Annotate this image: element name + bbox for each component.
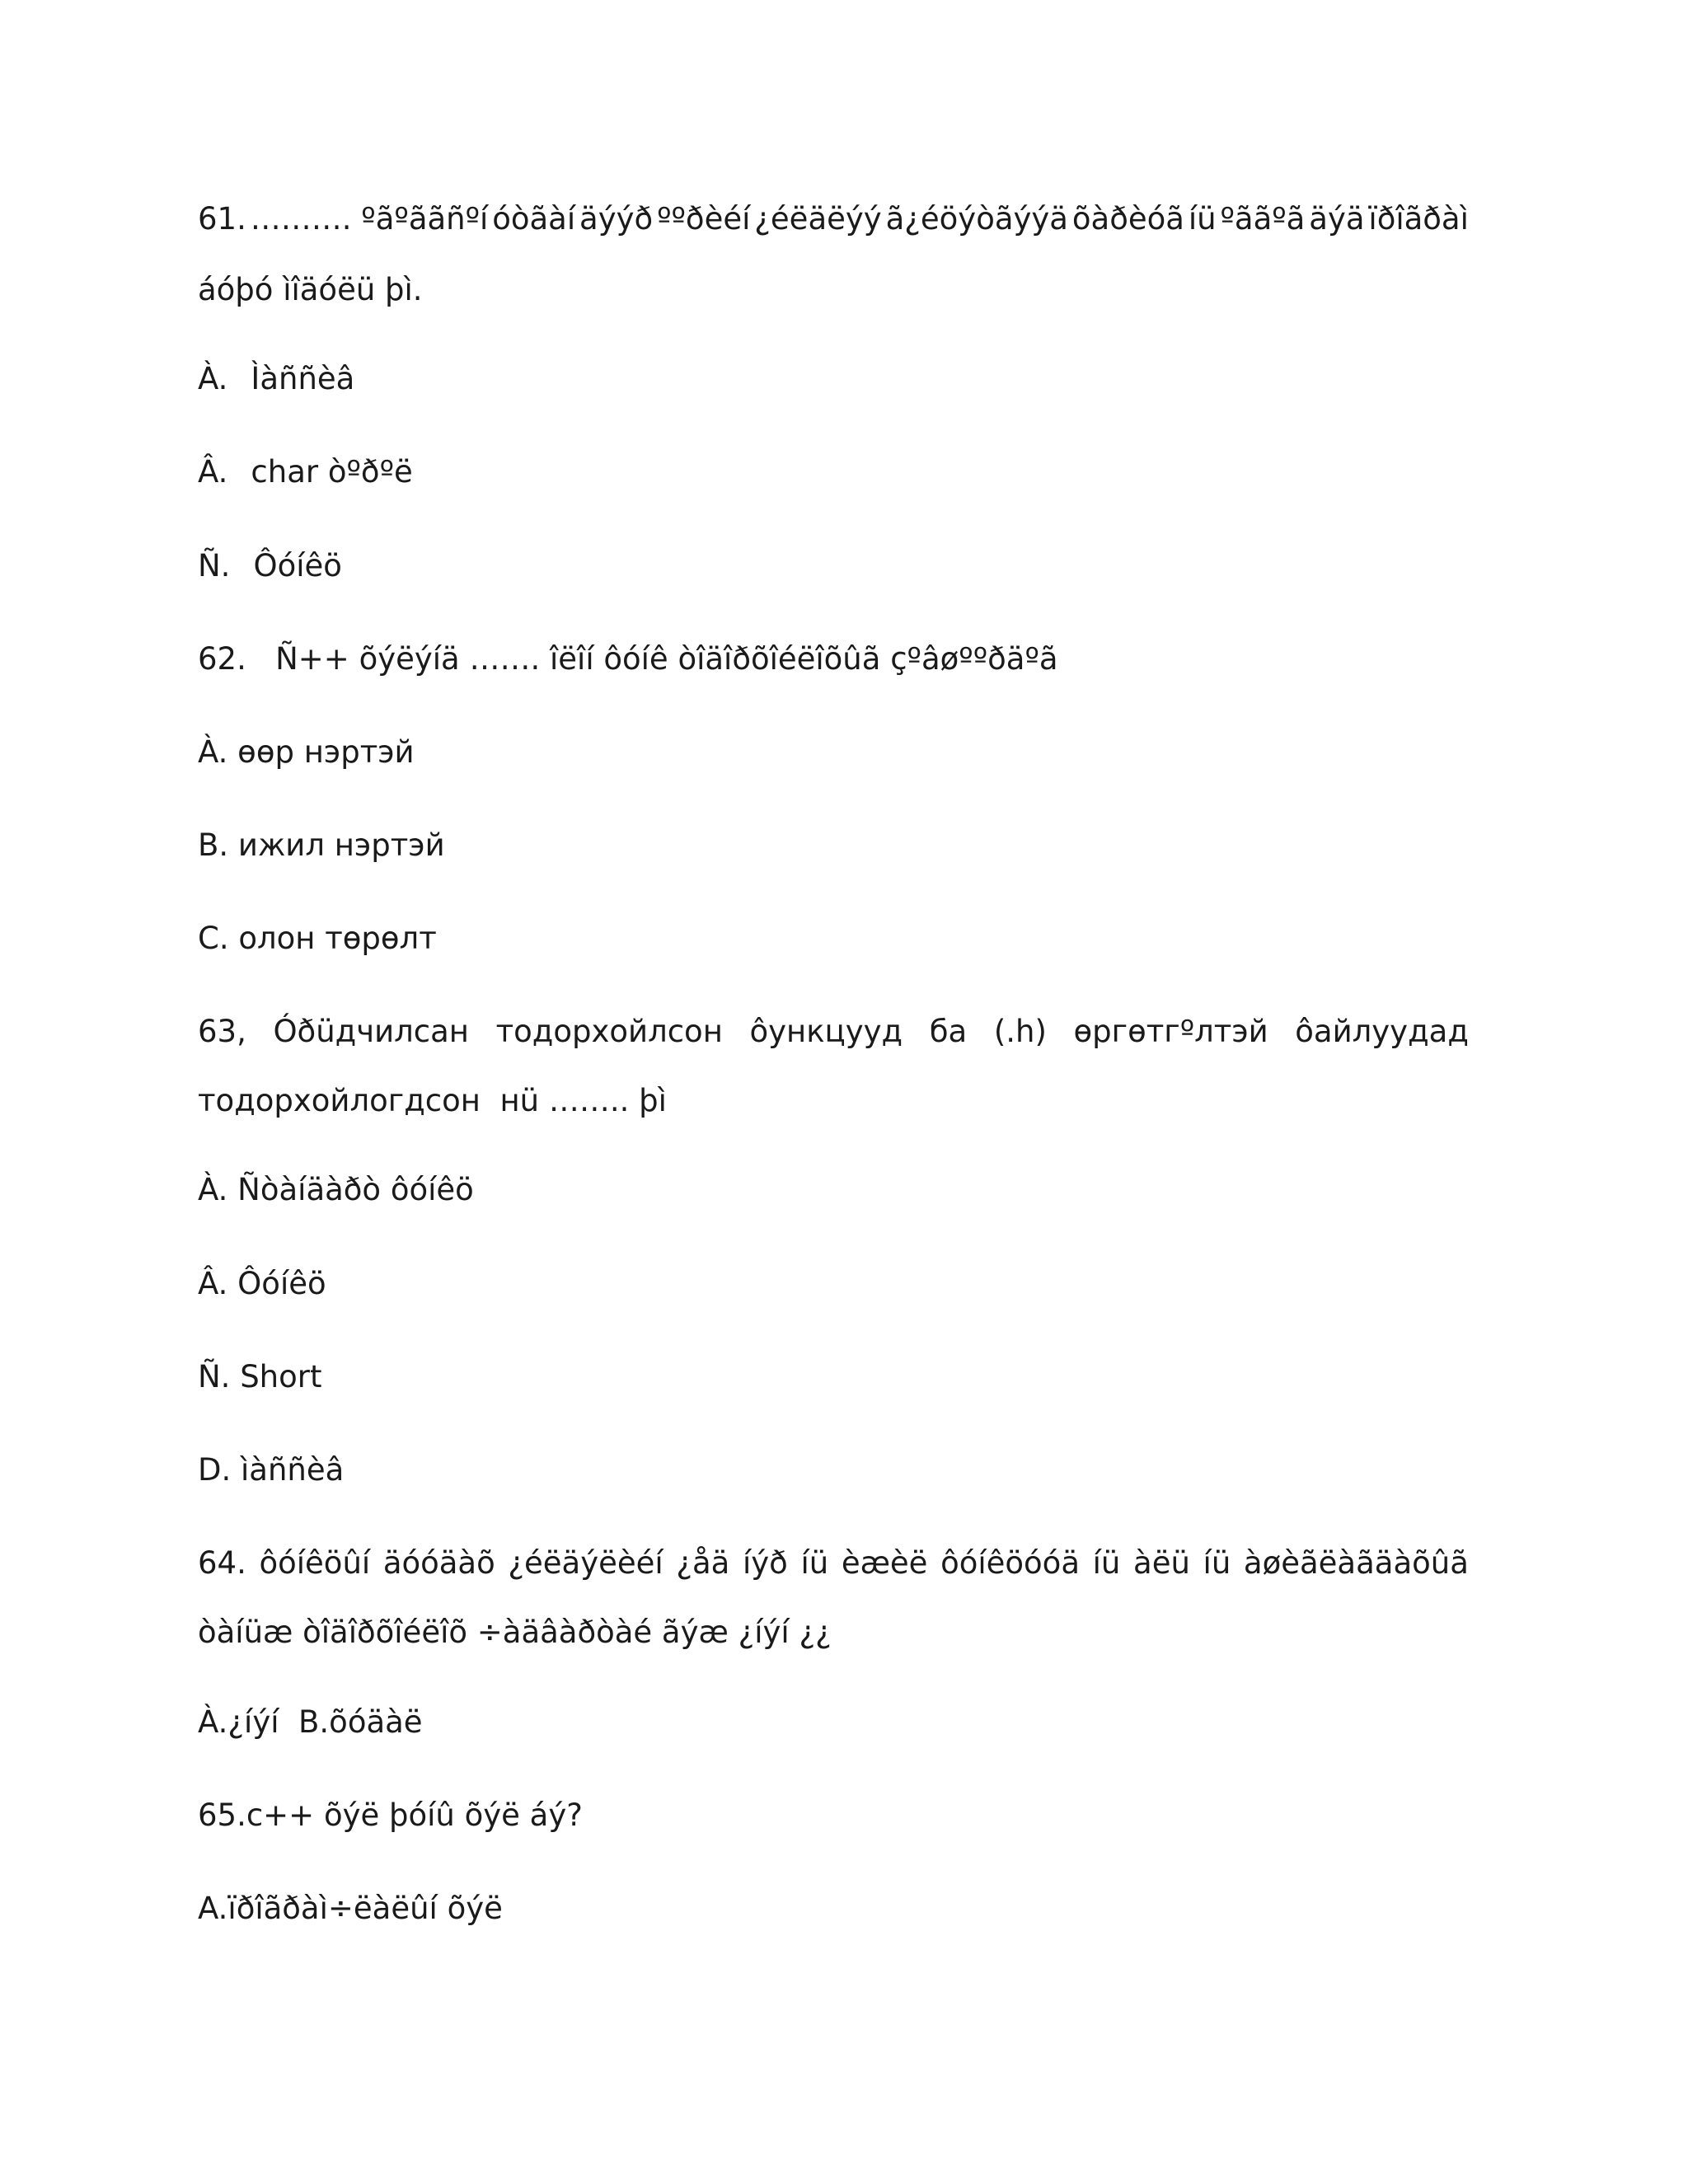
q64-number: 64. <box>198 1545 246 1581</box>
q61-number: 61. <box>198 201 246 237</box>
q62-option-a: À. өөр нэртэй <box>198 734 415 770</box>
q63-option-d: D. ìàññèâ <box>198 1452 345 1488</box>
q63-option-a: À. Ñòàíäàðò ôóíêö <box>198 1172 474 1207</box>
q61-word: óòãàí <box>492 201 576 237</box>
q61-word: äýýð <box>579 201 654 237</box>
q64-word: ôóíêöûí <box>259 1545 371 1581</box>
q64-word: àøèãëàãäàõûã <box>1243 1545 1469 1581</box>
q64-word: ¿éëäýëèéí <box>508 1545 663 1581</box>
q63-word: ôункцууд <box>749 1014 903 1049</box>
q64-word: íü <box>800 1545 829 1581</box>
q61-option-c <box>198 546 342 586</box>
q61-word: ………. ºãºããñºí <box>250 201 489 237</box>
q61-word: ¿éëäëýý <box>754 201 882 237</box>
q63-word: ба <box>929 1014 968 1049</box>
q61-word: ºããºã <box>1220 201 1306 237</box>
q62-option-c: C. олон төрөлт <box>198 921 437 956</box>
q64-line2: òàíüæ òîäîðõîéëîõ ÷àäâàðòàé ãýæ ¿íýí ¿¿ <box>198 1615 832 1650</box>
q61-word: íü <box>1188 201 1217 237</box>
q64-word: ôóíêöóóä <box>940 1545 1080 1581</box>
q63-word: тодорхойлсон <box>495 1014 723 1049</box>
q61-word: ã¿éöýòãýýä <box>885 201 1068 237</box>
q64-word: äóóäàõ <box>382 1545 495 1581</box>
q61-option-b <box>198 452 413 492</box>
q62-option-b: B. ижил нэртэй <box>198 827 445 863</box>
q63-word: (.h) <box>993 1014 1047 1049</box>
q64-answers: À.¿íýí B.õóäàë <box>198 1704 423 1740</box>
q61-line1 <box>198 199 1469 239</box>
q64-word: àëü <box>1133 1545 1190 1581</box>
q61-option-c-letter: Ñ. <box>198 548 231 583</box>
q64-word: íü <box>1203 1545 1231 1581</box>
q65-option-a: A.ïðîãðàì÷ëàëûí õýë <box>198 1891 503 1926</box>
q63-line2: тодорхойлогдсон нü …….. þì <box>198 1083 667 1118</box>
q61-option-c-text: Ôóíêö <box>253 548 342 583</box>
q61-option-a-text: Ìàññèâ <box>251 361 355 396</box>
q61-word: äýä <box>1309 201 1365 237</box>
q64-word: ¿åä <box>676 1545 730 1581</box>
q61-word: ººðèéí <box>657 201 751 237</box>
q62-stem: 62. Ñ++ õýëýíä ……. îëîí ôóíê òîäîðõîéëîõûã çºâøººðäºã <box>198 641 1058 677</box>
q63-option-c: Ñ. Short <box>198 1359 322 1394</box>
q61-option-a <box>198 359 354 399</box>
q63-word: Óðüдчилсан <box>273 1014 469 1049</box>
q61-word: õàðèóã <box>1071 201 1184 237</box>
q64-word: íýð <box>742 1545 788 1581</box>
q64-line1 <box>198 1544 1469 1583</box>
q63-line1 <box>198 1012 1469 1052</box>
q61-option-b-letter: Â. <box>198 454 228 490</box>
q63-option-b: Â. Ôóíêö <box>198 1266 326 1301</box>
q63-number: 63, <box>198 1014 246 1049</box>
q61-word: ïðîãðàì <box>1368 201 1469 237</box>
q61-option-a-letter: À. <box>198 361 228 396</box>
q63-word: өргөтгºлтэй <box>1073 1014 1268 1049</box>
q61-option-b-text: char òºðºë <box>251 454 413 490</box>
q61-line2: áóþó ìîäóëü þì. <box>198 272 423 307</box>
q65-stem: 65.c++ õýë þóíû õýë áý? <box>198 1797 583 1833</box>
q64-word: íü <box>1092 1545 1121 1581</box>
q63-word: ôайлуудад <box>1295 1014 1469 1049</box>
q64-word: èæèë <box>841 1545 928 1581</box>
